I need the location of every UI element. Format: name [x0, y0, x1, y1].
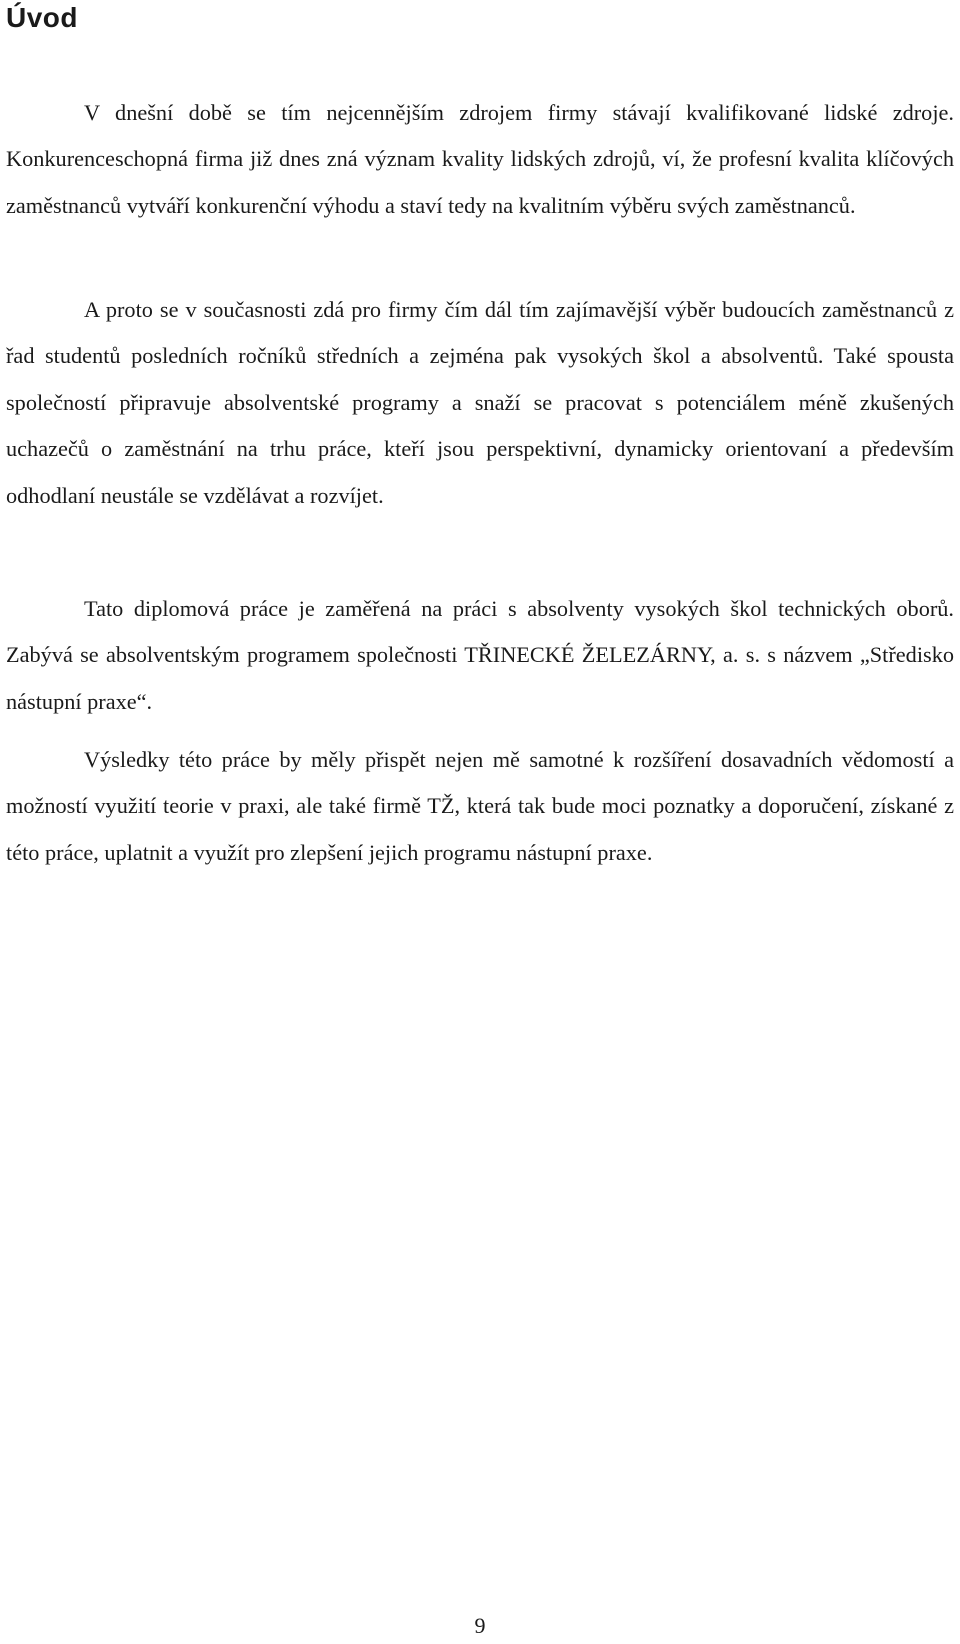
paragraph-thesis-focus: Tato diplomová práce je zaměřená na práci s absolventy vysokých škol technických oborů. Zabývá se absolventským programem společnosti TŘINECKÉ ŽELEZÁRNY, a. s. s názvem „Středisko nástupní praxe“.	[6, 596, 954, 714]
paragraph-intro: V dnešní době se tím nejcennějším zdrojem firmy stávají kvalifikované lidské zdroje. Konkurenceschopná firma již dnes zná význam kvality lidských zdrojů, ví, že profesní kvalita klíčových zaměstnanců vytváří konkurenční výhodu a staví tedy na kvalitním výběru svých zaměstnanců.	[6, 100, 954, 218]
paragraph-results: Výsledky této práce by měly přispět nejen mě samotné k rozšíření dosavadních vědomostí a možností využití teorie v praxi, ale také firmě TŽ, která tak bude moci poznatky a doporučení, získané z této práce, uplatnit a využít pro zlepšení jejich programu nástupní praxe.	[6, 747, 954, 865]
page-number: 9	[474, 1613, 486, 1638]
paragraph-graduates: A proto se v současnosti zdá pro firmy čím dál tím zajímavější výběr budoucích zaměstnanců z řad studentů posledních ročníků středních a zejména pak vysokých škol a absolventů. Také spousta společností připravuje absolventské programy a snaží se pracovat s potenciálem méně zkušených uchazečů o zaměstnání na trhu práce, kteří jsou perspektivní, dynamicky orientovaní a především odhodlaní neustále se vzdělávat a rozvíjet.	[6, 297, 954, 508]
section-heading: Úvod	[6, 2, 78, 33]
